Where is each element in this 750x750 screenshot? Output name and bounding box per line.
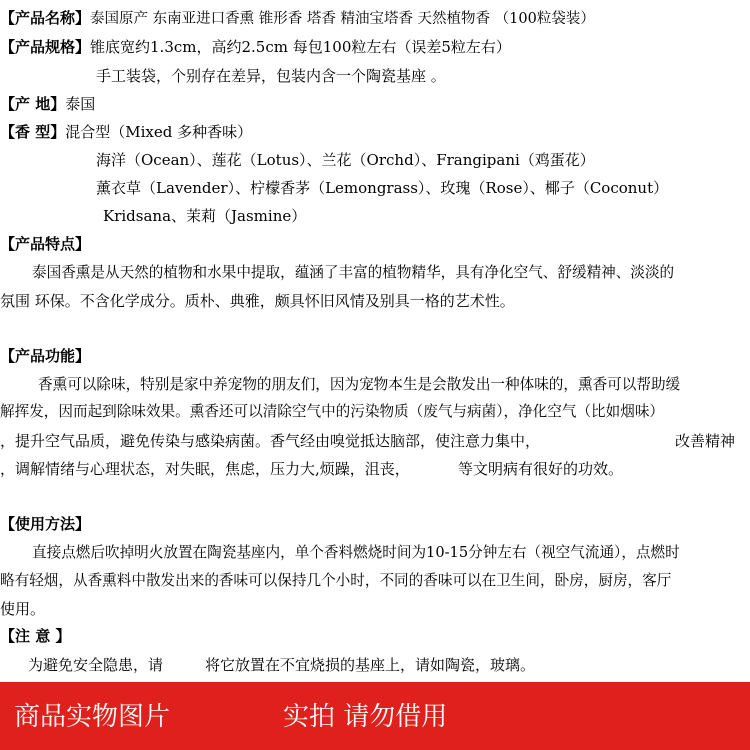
product-spec-label: 【产品规格】 xyxy=(0,38,91,56)
functions-heading: 【产品功能】 xyxy=(0,347,91,365)
scent-value: 混合型（Mixed 多种香味） xyxy=(65,123,253,141)
scent-label: 【香 型】 xyxy=(0,123,66,141)
scent-list-line-2: 薰衣草（Lavender）、柠檬香茅（Lemongrass）、玫瑰（Rose）、椰子（Coconut） xyxy=(96,179,669,197)
functions-line-3b: 改善精神 xyxy=(675,432,736,450)
usage-line-3: 使用。 xyxy=(0,600,46,618)
banner-right-text: 实拍 请勿借用 xyxy=(283,702,448,732)
functions-line-4b: 等文明病有很好的功效。 xyxy=(458,460,624,478)
product-spec-row xyxy=(0,37,511,57)
notice-heading: 【注 意 】 xyxy=(0,627,71,645)
usage-heading: 【使用方法】 xyxy=(0,515,91,533)
origin-row xyxy=(0,94,95,114)
usage-line-1: 直接点燃后吹掉明火放置在陶瓷基座内，单个香料燃烧时间为10-15分钟左右（视空气流通），点燃时 xyxy=(32,544,680,561)
notice-line-1a: 为避免安全隐患，请 xyxy=(28,656,164,674)
functions-line-2: 解挥发，因而起到除味效果。熏香还可以清除空气中的污染物质（废气与病菌），净化空气（比如烟味） xyxy=(0,403,665,420)
real-photo-banner xyxy=(0,682,750,750)
functions-line-3a: ，提升空气品质，避免传染与感染病菌。香气经由嗅觉抵达脑部，使注意力集中， xyxy=(0,432,541,450)
origin-value: 泰国 xyxy=(65,95,96,113)
functions-line-4a: ，调解情绪与心理状态，对失眠，焦虑，压力大,烦躁，沮丧， xyxy=(0,460,410,478)
functions-line-1: 香熏可以除味，特别是家中养宠物的朋友们，因为宠物本生是会散发出一种体味的，熏香可以帮助缓 xyxy=(38,376,681,393)
product-name-row xyxy=(0,8,595,29)
scent-row xyxy=(0,122,252,142)
product-name-label: 【产品名称】 xyxy=(0,9,91,27)
scent-list-line-3: Kridsana、茉莉（Jasmine） xyxy=(103,207,307,225)
features-line-1: 泰国香熏是从天然的植物和水果中提取，蕴涵了丰富的植物精华，具有净化空气、舒缓精神、淡淡的 xyxy=(32,264,675,281)
banner-left-text: 商品实物图片 xyxy=(14,702,171,732)
product-spec-value: 锥底宽约1.3cm，高约2.5cm 每包100粒左右（误差5粒左右） xyxy=(90,38,511,56)
usage-line-2: 略有轻烟，从香熏料中散发出来的香味可以保持几个小时，不同的香味可以在卫生间，卧房，厨房，客厅 xyxy=(0,572,672,589)
features-line-2: 氛围 环保。不含化学成分。质朴、典雅，颇具怀旧风情及别具一格的艺术性。 xyxy=(0,292,515,310)
features-heading: 【产品特点】 xyxy=(0,235,91,253)
product-spec-note: 手工装袋，个别存在差异，包装内含一个陶瓷基座 。 xyxy=(96,67,446,85)
origin-label: 【产 地】 xyxy=(0,95,66,113)
notice-line-1b: 将它放置在不宜烧损的基座上，请如陶瓷，玻璃。 xyxy=(205,656,536,674)
scent-list-line-1: 海洋（Ocean）、莲花（Lotus）、兰花（Orchd）、Frangipani（鸡蛋花） xyxy=(96,151,595,169)
product-name-value: 泰国原产 东南亚进口香熏 锥形香 塔香 精油宝塔香 天然植物香 （100粒袋装） xyxy=(90,11,595,27)
